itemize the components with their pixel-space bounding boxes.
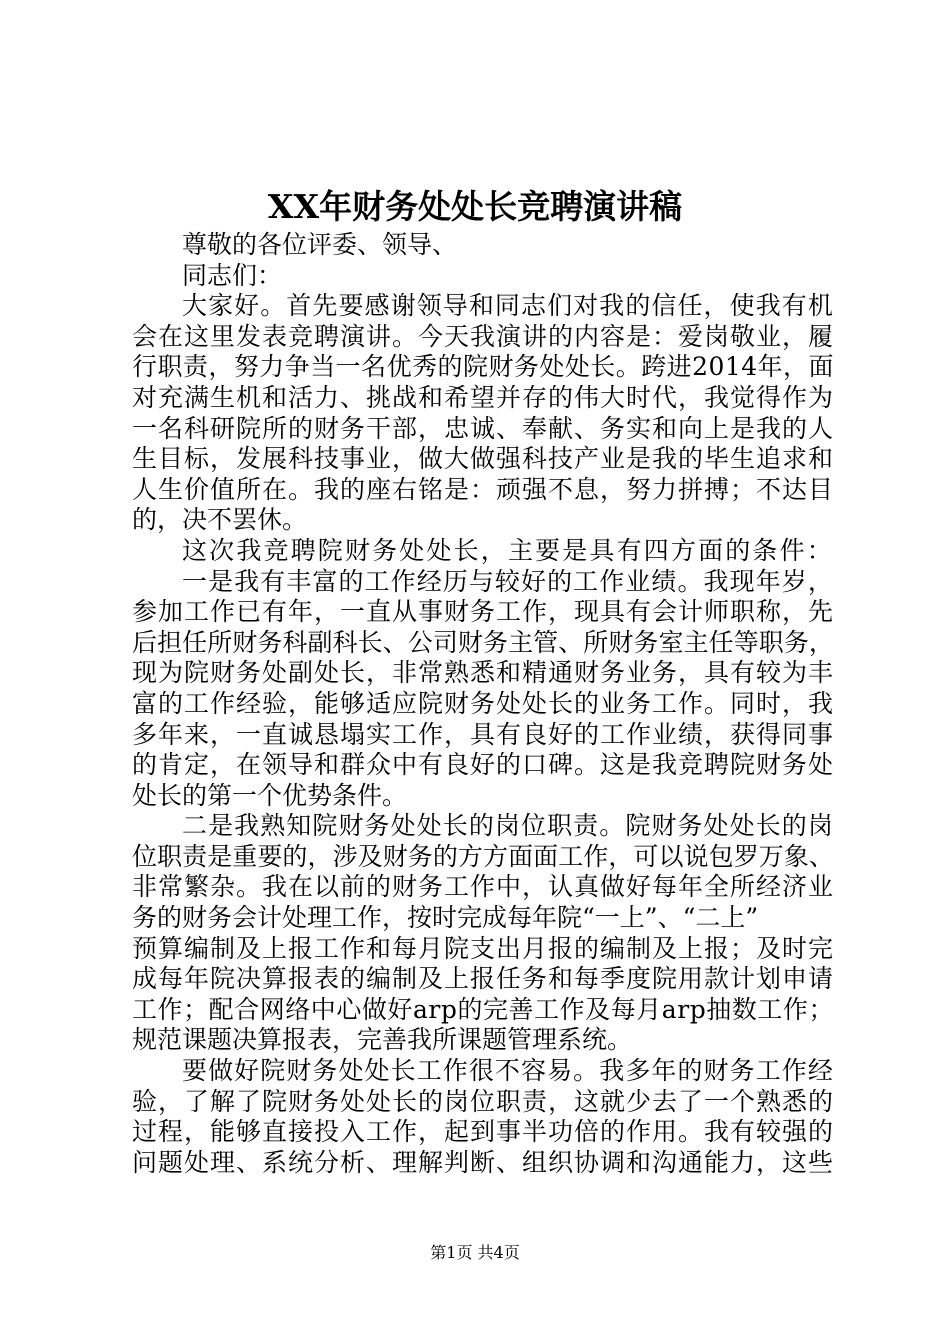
text-line: 位职责是重要的，涉及财务的方方面面工作，可以说包罗万象、 xyxy=(132,841,834,871)
text-line: 预算编制及上报工作和每月院支出月报的编制及上报；及时完 xyxy=(132,933,834,963)
text-line: 生目标，发展科技事业，做大做强科技产业是我的毕生追求和 xyxy=(132,444,834,474)
text-line: 一名科研院所的财务干部，忠诚、奉献、务实和向上是我的人 xyxy=(132,413,834,443)
text-line: 要做好院财务处处长工作很不容易。我多年的财务工作经 xyxy=(182,1056,834,1086)
text-line: 对充满生机和活力、挑战和希望并存的伟大时代，我觉得作为 xyxy=(132,382,834,412)
text-line: 同志们： xyxy=(182,260,283,290)
document-body xyxy=(132,230,834,1178)
text-line: 问题处理、系统分析、理解判断、组织协调和沟通能力，这些 xyxy=(132,1147,834,1177)
text-line: 人生价值所在。我的座右铭是：顽强不息，努力拼搏；不达目 xyxy=(132,474,834,504)
text-line: 成每年院决算报表的编制及上报任务和每季度院用款计划申请 xyxy=(132,964,834,994)
text-line: 验，了解了院财务处处长的岗位职责，这就少去了一个熟悉的 xyxy=(132,1086,834,1116)
text-line: 后担任所财务科副科长、公司财务主管、所财务室主任等职务， xyxy=(132,627,834,657)
text-line: 工作；配合网络中心做好arp的完善工作及每月arp抽数工作； xyxy=(132,994,834,1024)
text-line: 行职责，努力争当一名优秀的院财务处处长。跨进2014年，面 xyxy=(132,352,834,382)
text-line: 非常繁杂。我在以前的财务工作中，认真做好每年全所经济业 xyxy=(132,872,834,902)
text-line: 规范课题决算报表，完善我所课题管理系统。 xyxy=(132,1025,633,1055)
text-line: 处长的第一个优势条件。 xyxy=(132,780,408,810)
text-line: 过程，能够直接投入工作，起到事半功倍的作用。我有较强的 xyxy=(132,1117,834,1147)
page-footer: 第1页 共4页 xyxy=(430,1243,520,1262)
text-line: 富的工作经验，能够适应院财务处处长的业务工作。同时，我 xyxy=(132,688,834,718)
text-line: 现为院财务处副处长，非常熟悉和精通财务业务，具有较为丰 xyxy=(132,658,834,688)
text-line: 一是我有丰富的工作经历与较好的工作业绩。我现年岁， xyxy=(182,566,834,596)
document-title: XX年财务处处长竞聘演讲稿 xyxy=(267,187,683,226)
text-line: 尊敬的各位评委、领导、 xyxy=(182,230,458,259)
text-line: 大家好。首先要感谢领导和同志们对我的信任，使我有机 xyxy=(182,291,834,321)
text-line: 的，决不罢休。 xyxy=(132,505,308,535)
text-line: 务的财务会计处理工作，按时完成每年院“一上”、“二上” xyxy=(132,903,759,933)
text-line: 会在这里发表竞聘演讲。今天我演讲的内容是：爱岗敬业，履 xyxy=(132,321,834,351)
text-line: 多年来，一直诚恳塌实工作，具有良好的工作业绩，获得同事 xyxy=(132,719,834,749)
text-line: 参加工作已有年，一直从事财务工作，现具有会计师职称，先 xyxy=(132,597,834,627)
text-line: 这次我竞聘院财务处处长，主要是具有四方面的条件： xyxy=(182,535,834,565)
text-line: 的肯定，在领导和群众中有良好的口碑。这是我竞聘院财务处 xyxy=(132,750,834,780)
text-line: 二是我熟知院财务处处长的岗位职责。院财务处处长的岗 xyxy=(182,811,834,841)
